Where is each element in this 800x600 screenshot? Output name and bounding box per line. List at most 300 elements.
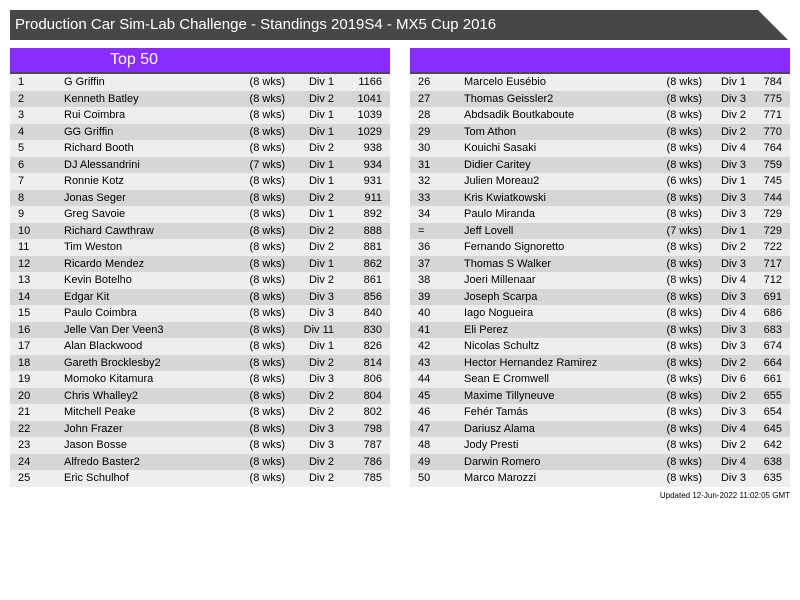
table-row xyxy=(10,124,390,141)
weeks-cell: (8 wks) xyxy=(666,191,702,204)
weeks-cell: (8 wks) xyxy=(666,389,702,402)
rank-cell: 11 xyxy=(18,241,30,253)
rank-cell: 7 xyxy=(18,175,25,187)
division-cell: Div 2 xyxy=(720,125,746,138)
table-row xyxy=(410,355,790,372)
division-cell: Div 2 xyxy=(720,241,746,253)
driver-name-cell: Jason Bosse xyxy=(64,439,127,451)
driver-name-cell: Jeff Lovell xyxy=(464,224,514,237)
driver-name-cell: Marcelo Eusébio xyxy=(464,76,546,88)
weeks-cell: (8 wks) xyxy=(249,439,285,451)
table-row xyxy=(410,371,790,388)
rank-cell: 45 xyxy=(418,389,431,402)
table-row xyxy=(10,289,390,306)
weeks-cell: (8 wks) xyxy=(249,373,285,385)
weeks-cell: (8 wks) xyxy=(249,257,285,270)
rank-cell: 50 xyxy=(418,472,431,484)
driver-name-cell: Darwin Romero xyxy=(464,455,541,468)
table-row xyxy=(10,107,390,124)
rank-cell: 5 xyxy=(18,142,25,154)
division-cell: Div 1 xyxy=(720,224,746,237)
driver-name-cell: Tom Athon xyxy=(464,125,516,138)
points-cell: 771 xyxy=(763,109,782,121)
division-cell: Div 3 xyxy=(720,340,746,352)
driver-name-cell: Richard Booth xyxy=(64,142,134,154)
driver-name-cell: Kris Kwiatkowski xyxy=(464,191,546,204)
points-cell: 888 xyxy=(363,224,382,237)
rank-cell: = xyxy=(418,224,425,237)
rank-cell: 21 xyxy=(18,406,31,418)
points-cell: 798 xyxy=(363,422,382,435)
weeks-cell: (8 wks) xyxy=(666,406,702,418)
division-cell: Div 4 xyxy=(720,274,746,286)
points-cell: 814 xyxy=(363,356,382,369)
rank-cell: 28 xyxy=(418,109,431,121)
division-cell: Div 2 xyxy=(308,356,334,369)
rank-cell: 23 xyxy=(18,439,31,451)
rank-cell: 13 xyxy=(18,274,31,286)
driver-name-cell: Ricardo Mendez xyxy=(64,257,145,270)
rank-cell: 6 xyxy=(18,158,25,171)
rank-cell: 33 xyxy=(418,191,431,204)
updated-timestamp: Updated 12-Jun-2022 11:02:05 GMT xyxy=(659,491,790,500)
driver-name-cell: Paulo Miranda xyxy=(464,208,535,220)
driver-name-cell: Tim Weston xyxy=(64,241,123,253)
driver-name-cell: Thomas S Walker xyxy=(464,257,552,270)
points-cell: 683 xyxy=(763,323,782,336)
rank-cell: 4 xyxy=(18,125,25,138)
driver-name-cell: Kenneth Batley xyxy=(64,92,139,105)
table-row xyxy=(10,74,390,91)
weeks-cell: (8 wks) xyxy=(666,274,702,286)
driver-name-cell: Jonas Seger xyxy=(64,191,126,204)
table-row xyxy=(10,157,390,174)
weeks-cell: (8 wks) xyxy=(666,439,702,451)
driver-name-cell: GG Griffin xyxy=(64,125,114,138)
points-cell: 881 xyxy=(363,241,382,253)
driver-name-cell: Kevin Botelho xyxy=(64,274,132,286)
division-cell: Div 2 xyxy=(308,142,334,154)
table-row xyxy=(410,190,790,207)
points-cell: 729 xyxy=(763,208,782,220)
driver-name-cell: Dariusz Alama xyxy=(464,422,535,435)
weeks-cell: (8 wks) xyxy=(666,76,702,88)
table-row xyxy=(10,388,390,405)
division-cell: Div 1 xyxy=(308,76,334,88)
weeks-cell: (8 wks) xyxy=(249,274,285,286)
division-cell: Div 4 xyxy=(720,422,746,435)
table-row xyxy=(10,338,390,355)
weeks-cell: (8 wks) xyxy=(666,323,702,336)
rank-cell: 40 xyxy=(418,307,431,319)
driver-name-cell: Fehér Tamás xyxy=(464,406,528,418)
points-cell: 655 xyxy=(763,389,782,402)
table-row xyxy=(10,437,390,454)
points-cell: 1041 xyxy=(357,92,382,105)
weeks-cell: (8 wks) xyxy=(249,191,285,204)
driver-name-cell: Joeri Millenaar xyxy=(464,274,536,286)
points-cell: 775 xyxy=(763,92,782,105)
driver-name-cell: Edgar Kit xyxy=(64,290,110,303)
rank-cell: 36 xyxy=(418,241,431,253)
points-cell: 635 xyxy=(763,472,782,484)
driver-name-cell: Iago Nogueira xyxy=(464,307,534,319)
table-row xyxy=(410,289,790,306)
division-cell: Div 4 xyxy=(720,455,746,468)
division-cell: Div 3 xyxy=(720,257,746,270)
points-cell: 759 xyxy=(763,158,782,171)
rank-cell: 16 xyxy=(18,323,31,336)
standings-table-left xyxy=(10,74,390,487)
page-title: Production Car Sim-Lab Challenge - Standings 2019S4 - MX5 Cup 2016 xyxy=(15,16,497,33)
division-cell: Div 2 xyxy=(308,472,334,484)
weeks-cell: (8 wks) xyxy=(249,241,285,253)
rank-cell: 26 xyxy=(418,76,431,88)
weeks-cell: (8 wks) xyxy=(249,142,285,154)
weeks-cell: (8 wks) xyxy=(666,257,702,270)
driver-name-cell: Rui Coimbra xyxy=(64,109,126,121)
division-cell: Div 2 xyxy=(308,191,334,204)
division-cell: Div 3 xyxy=(720,406,746,418)
points-cell: 661 xyxy=(763,373,782,385)
points-cell: 862 xyxy=(363,257,382,270)
rank-cell: 25 xyxy=(18,472,31,484)
weeks-cell: (8 wks) xyxy=(249,323,285,336)
points-cell: 686 xyxy=(763,307,782,319)
driver-name-cell: Momoko Kitamura xyxy=(64,373,154,385)
standings-panel-right xyxy=(410,48,790,487)
driver-name-cell: Nicolas Schultz xyxy=(464,340,540,352)
division-cell: Div 6 xyxy=(720,373,746,385)
table-row xyxy=(10,454,390,471)
driver-name-cell: Richard Cawthraw xyxy=(64,224,154,237)
table-row xyxy=(410,421,790,438)
weeks-cell: (8 wks) xyxy=(249,290,285,303)
points-cell: 645 xyxy=(763,422,782,435)
driver-name-cell: Kouichi Sasaki xyxy=(464,142,537,154)
division-cell: Div 2 xyxy=(720,356,746,369)
weeks-cell: (8 wks) xyxy=(666,142,702,154)
rank-cell: 29 xyxy=(418,125,431,138)
weeks-cell: (8 wks) xyxy=(249,125,285,138)
weeks-cell: (8 wks) xyxy=(249,208,285,220)
points-cell: 638 xyxy=(763,455,782,468)
driver-name-cell: Greg Savoie xyxy=(64,208,126,220)
table-row xyxy=(410,173,790,190)
weeks-cell: (8 wks) xyxy=(666,422,702,435)
table-row xyxy=(10,223,390,240)
driver-name-cell: Alfredo Baster2 xyxy=(64,455,140,468)
division-cell: Div 3 xyxy=(720,472,746,484)
points-cell: 1029 xyxy=(357,125,382,138)
table-row xyxy=(410,256,790,273)
division-cell: Div 3 xyxy=(720,191,746,204)
rank-cell: 14 xyxy=(18,290,31,303)
weeks-cell: (8 wks) xyxy=(249,92,285,105)
table-row xyxy=(10,256,390,273)
rank-cell: 17 xyxy=(18,340,31,352)
points-cell: 826 xyxy=(363,340,382,352)
table-row xyxy=(410,74,790,91)
table-row xyxy=(410,305,790,322)
weeks-cell: (8 wks) xyxy=(666,241,702,253)
division-cell: Div 1 xyxy=(720,76,746,88)
table-row xyxy=(10,140,390,157)
division-cell: Div 3 xyxy=(720,158,746,171)
points-cell: 840 xyxy=(363,307,382,319)
division-cell: Div 2 xyxy=(308,92,334,105)
driver-name-cell: Mitchell Peake xyxy=(64,406,136,418)
table-row xyxy=(410,239,790,256)
points-cell: 931 xyxy=(363,175,382,187)
weeks-cell: (8 wks) xyxy=(249,175,285,187)
rank-cell: 10 xyxy=(18,224,31,237)
points-cell: 664 xyxy=(763,356,782,369)
points-cell: 717 xyxy=(763,257,782,270)
driver-name-cell: Hector Hernandez Ramirez xyxy=(464,356,598,369)
driver-name-cell: Marco Marozzi xyxy=(464,472,537,484)
driver-name-cell: G Griffin xyxy=(64,76,105,88)
rank-cell: 37 xyxy=(418,257,431,270)
points-cell: 806 xyxy=(363,373,382,385)
table-row xyxy=(410,338,790,355)
rank-cell: 44 xyxy=(418,373,431,385)
driver-name-cell: Eric Schulhof xyxy=(64,472,129,484)
division-cell: Div 3 xyxy=(308,373,334,385)
weeks-cell: (8 wks) xyxy=(249,76,285,88)
weeks-cell: (7 wks) xyxy=(666,224,702,237)
driver-name-cell: Maxime Tillyneuve xyxy=(464,389,555,402)
division-cell: Div 1 xyxy=(308,257,334,270)
weeks-cell: (8 wks) xyxy=(666,307,702,319)
table-row xyxy=(410,437,790,454)
driver-name-cell: Ronnie Kotz xyxy=(64,175,124,187)
driver-name-cell: Alan Blackwood xyxy=(64,340,143,352)
weeks-cell: (8 wks) xyxy=(666,109,702,121)
weeks-cell: (7 wks) xyxy=(249,158,285,171)
weeks-cell: (8 wks) xyxy=(666,208,702,220)
driver-name-cell: Julien Moreau2 xyxy=(464,175,540,187)
weeks-cell: (8 wks) xyxy=(666,290,702,303)
table-row xyxy=(10,305,390,322)
points-cell: 674 xyxy=(763,340,782,352)
division-cell: Div 3 xyxy=(308,307,334,319)
rank-cell: 15 xyxy=(18,307,31,319)
table-row xyxy=(410,272,790,289)
rank-cell: 20 xyxy=(18,389,31,402)
division-cell: Div 1 xyxy=(308,109,334,121)
table-row xyxy=(10,404,390,421)
table-row xyxy=(410,470,790,487)
table-row xyxy=(410,140,790,157)
table-row xyxy=(410,404,790,421)
division-cell: Div 2 xyxy=(308,455,334,468)
division-cell: Div 3 xyxy=(720,323,746,336)
weeks-cell: (8 wks) xyxy=(249,340,285,352)
table-row xyxy=(410,157,790,174)
division-cell: Div 2 xyxy=(308,406,334,418)
points-cell: 856 xyxy=(363,290,382,303)
table-row xyxy=(10,239,390,256)
division-cell: Div 1 xyxy=(308,208,334,220)
driver-name-cell: Abdsadik Boutkaboute xyxy=(464,109,575,121)
division-cell: Div 2 xyxy=(308,224,334,237)
driver-name-cell: Paulo Coimbra xyxy=(64,307,137,319)
table-row xyxy=(410,223,790,240)
weeks-cell: (8 wks) xyxy=(666,356,702,369)
table-row xyxy=(10,322,390,339)
points-cell: 830 xyxy=(363,323,382,336)
points-cell: 642 xyxy=(763,439,782,451)
points-cell: 787 xyxy=(363,439,382,451)
division-cell: Div 3 xyxy=(308,422,334,435)
table-row xyxy=(410,322,790,339)
points-cell: 934 xyxy=(363,158,382,171)
table-row xyxy=(10,206,390,223)
table-row xyxy=(410,388,790,405)
rank-cell: 3 xyxy=(18,109,25,121)
rank-cell: 27 xyxy=(418,92,431,105)
weeks-cell: (8 wks) xyxy=(666,373,702,385)
division-cell: Div 1 xyxy=(720,175,746,187)
table-row xyxy=(10,421,390,438)
driver-name-cell: Thomas Geissler2 xyxy=(464,92,554,105)
rank-cell: 22 xyxy=(18,422,31,435)
weeks-cell: (8 wks) xyxy=(249,389,285,402)
table-row xyxy=(410,454,790,471)
standings-panel-left xyxy=(10,48,390,487)
points-cell: 861 xyxy=(363,274,382,286)
rank-cell: 30 xyxy=(418,142,431,154)
table-row xyxy=(410,107,790,124)
points-cell: 892 xyxy=(363,208,382,220)
rank-cell: 18 xyxy=(18,356,31,369)
driver-name-cell: Eli Perez xyxy=(464,323,509,336)
driver-name-cell: Didier Caritey xyxy=(464,158,531,171)
table-row xyxy=(10,272,390,289)
table-row xyxy=(10,173,390,190)
points-cell: 712 xyxy=(763,274,782,286)
weeks-cell: (8 wks) xyxy=(249,307,285,319)
division-cell: Div 2 xyxy=(308,241,334,253)
division-cell: Div 3 xyxy=(308,439,334,451)
rank-cell: 39 xyxy=(418,290,431,303)
rank-cell: 31 xyxy=(418,158,431,171)
rank-cell: 46 xyxy=(418,406,431,418)
driver-name-cell: Sean E Cromwell xyxy=(464,373,549,385)
division-cell: Div 3 xyxy=(720,290,746,303)
panel-header-left xyxy=(10,48,390,74)
division-cell: Div 4 xyxy=(720,142,746,154)
division-cell: Div 3 xyxy=(720,92,746,105)
rank-cell: 47 xyxy=(418,422,431,435)
division-cell: Div 3 xyxy=(720,208,746,220)
panel-header-right xyxy=(410,48,790,74)
weeks-cell: (8 wks) xyxy=(666,92,702,105)
table-row xyxy=(410,91,790,108)
table-row xyxy=(10,355,390,372)
points-cell: 786 xyxy=(363,455,382,468)
rank-cell: 12 xyxy=(18,257,31,270)
table-row xyxy=(10,190,390,207)
points-cell: 911 xyxy=(364,191,382,204)
points-cell: 745 xyxy=(763,175,782,187)
division-cell: Div 2 xyxy=(720,439,746,451)
rank-cell: 8 xyxy=(18,191,25,204)
points-cell: 654 xyxy=(763,406,782,418)
points-cell: 691 xyxy=(763,290,782,303)
division-cell: Div 1 xyxy=(308,125,334,138)
table-row xyxy=(10,371,390,388)
driver-name-cell: Fernando Signoretto xyxy=(464,241,565,253)
rank-cell: 41 xyxy=(418,323,431,336)
points-cell: 744 xyxy=(763,191,782,204)
driver-name-cell: Joseph Scarpa xyxy=(464,290,538,303)
table-row xyxy=(410,124,790,141)
table-row xyxy=(10,470,390,487)
division-cell: Div 2 xyxy=(720,389,746,402)
driver-name-cell: Chris Whalley2 xyxy=(64,389,138,402)
driver-name-cell: DJ Alessandrini xyxy=(64,158,140,171)
table-row xyxy=(10,91,390,108)
division-cell: Div 1 xyxy=(308,175,334,187)
division-cell: Div 2 xyxy=(720,109,746,121)
weeks-cell: (8 wks) xyxy=(249,224,285,237)
rank-cell: 34 xyxy=(418,208,431,220)
driver-name-cell: John Frazer xyxy=(64,422,123,435)
points-cell: 729 xyxy=(763,224,782,237)
division-cell: Div 1 xyxy=(308,340,334,352)
division-cell: Div 3 xyxy=(308,290,334,303)
points-cell: 804 xyxy=(363,389,382,402)
weeks-cell: (8 wks) xyxy=(666,158,702,171)
weeks-cell: (8 wks) xyxy=(666,455,702,468)
rank-cell: 38 xyxy=(418,274,431,286)
weeks-cell: (8 wks) xyxy=(249,455,285,468)
points-cell: 784 xyxy=(763,76,782,88)
rank-cell: 24 xyxy=(18,455,31,468)
panel-title: Top 50 xyxy=(110,51,159,68)
points-cell: 785 xyxy=(363,472,382,484)
driver-name-cell: Jelle Van Der Veen3 xyxy=(64,323,164,336)
weeks-cell: (8 wks) xyxy=(666,340,702,352)
rank-cell: 49 xyxy=(418,455,431,468)
title-banner xyxy=(10,10,788,40)
table-row xyxy=(410,206,790,223)
weeks-cell: (8 wks) xyxy=(249,422,285,435)
division-cell: Div 11 xyxy=(303,323,334,336)
weeks-cell: (8 wks) xyxy=(249,109,285,121)
division-cell: Div 4 xyxy=(720,307,746,319)
weeks-cell: (6 wks) xyxy=(666,175,702,187)
points-cell: 802 xyxy=(363,406,382,418)
weeks-cell: (8 wks) xyxy=(249,472,285,484)
standings-table-right xyxy=(410,74,790,487)
rank-cell: 42 xyxy=(418,340,431,352)
division-cell: Div 2 xyxy=(308,274,334,286)
driver-name-cell: Gareth Brocklesby2 xyxy=(64,356,161,369)
rank-cell: 9 xyxy=(18,208,25,220)
points-cell: 770 xyxy=(763,125,782,138)
division-cell: Div 1 xyxy=(308,158,334,171)
rank-cell: 19 xyxy=(18,373,31,385)
points-cell: 722 xyxy=(763,241,782,253)
division-cell: Div 2 xyxy=(308,389,334,402)
points-cell: 764 xyxy=(763,142,782,154)
rank-cell: 1 xyxy=(18,76,25,88)
weeks-cell: (8 wks) xyxy=(666,472,702,484)
weeks-cell: (8 wks) xyxy=(249,356,285,369)
